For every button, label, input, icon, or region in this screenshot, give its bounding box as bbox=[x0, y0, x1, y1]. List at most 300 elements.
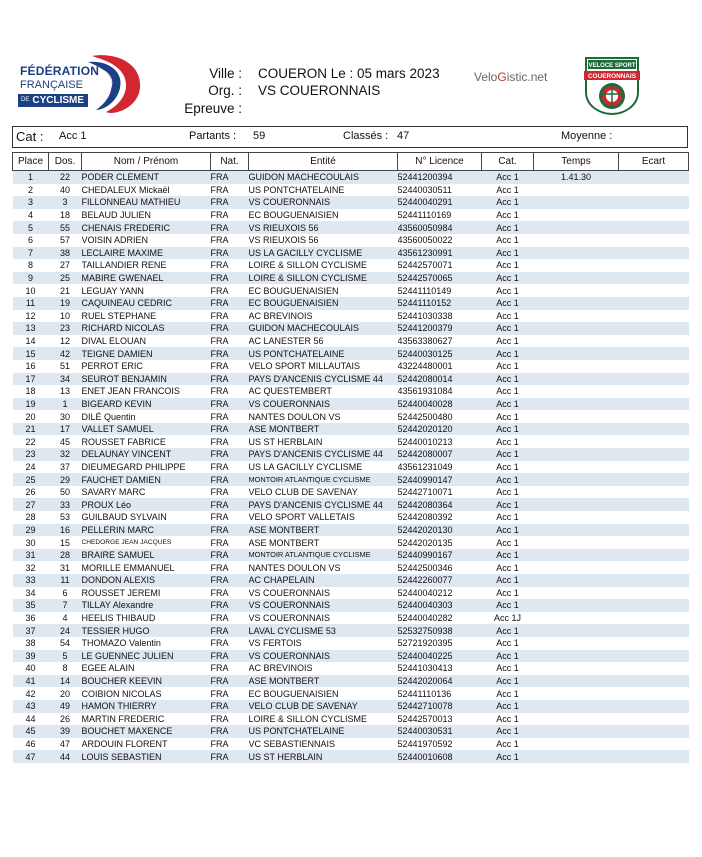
cell-licence: 52440990167 bbox=[398, 549, 482, 562]
cell-entite: US PONTCHATELAINE bbox=[249, 184, 398, 197]
cell-dossard: 37 bbox=[49, 461, 82, 474]
cell-licence: 52442020130 bbox=[398, 524, 482, 537]
cell-dossard: 33 bbox=[49, 498, 82, 511]
cell-licence: 52441030413 bbox=[398, 662, 482, 675]
cell-categorie: Acc 1 bbox=[482, 322, 534, 335]
cell-dossard: 20 bbox=[49, 687, 82, 700]
cell-dossard: 11 bbox=[49, 574, 82, 587]
table-row bbox=[13, 221, 689, 234]
cell-categorie: Acc 1 bbox=[482, 675, 534, 688]
cell-place: 42 bbox=[13, 687, 49, 700]
cell-nom-prenom: BRAIRE SAMUEL bbox=[82, 549, 211, 562]
cell-licence: 52440040212 bbox=[398, 587, 482, 600]
cell-licence: 52440010608 bbox=[398, 750, 482, 763]
cell-ecart bbox=[619, 713, 689, 726]
table-row bbox=[13, 725, 689, 738]
cell-categorie: Acc 1 bbox=[482, 284, 534, 297]
cell-nationalite: FRA bbox=[211, 536, 249, 549]
cell-nationalite: FRA bbox=[211, 284, 249, 297]
cell-place: 36 bbox=[13, 612, 49, 625]
cell-dossard: 16 bbox=[49, 524, 82, 537]
cell-ecart bbox=[619, 284, 689, 297]
cell-place: 21 bbox=[13, 423, 49, 436]
cell-entite: AC QUESTEMBERT bbox=[249, 385, 398, 398]
cell-licence: 52441200379 bbox=[398, 322, 482, 335]
cell-dossard: 53 bbox=[49, 511, 82, 524]
table-row bbox=[13, 347, 689, 360]
cell-nationalite: FRA bbox=[211, 234, 249, 247]
cell-place: 8 bbox=[13, 259, 49, 272]
cell-nom-prenom: PROUX Léo bbox=[82, 498, 211, 511]
table-row bbox=[13, 335, 689, 348]
cell-place: 33 bbox=[13, 574, 49, 587]
cell-ecart bbox=[619, 247, 689, 260]
cell-ecart bbox=[619, 524, 689, 537]
cell-nom-prenom: GUILBAUD SYLVAIN bbox=[82, 511, 211, 524]
cell-entite: ASE MONTBERT bbox=[249, 536, 398, 549]
cell-ecart bbox=[619, 184, 689, 197]
cell-place: 24 bbox=[13, 461, 49, 474]
cell-ecart bbox=[619, 209, 689, 222]
cell-temps bbox=[534, 561, 619, 574]
cell-nationalite: FRA bbox=[211, 713, 249, 726]
ffc-logo-line2: FRANÇAISE bbox=[20, 79, 83, 91]
cell-temps bbox=[534, 498, 619, 511]
partants-value: 59 bbox=[253, 130, 266, 142]
column-header-licence: N° Licence bbox=[398, 153, 482, 171]
cell-dossard: 24 bbox=[49, 624, 82, 637]
cell-dossard: 12 bbox=[49, 335, 82, 348]
table-row bbox=[13, 498, 689, 511]
cell-nationalite: FRA bbox=[211, 700, 249, 713]
cell-categorie: Acc 1 bbox=[482, 373, 534, 386]
cell-categorie: Acc 1 bbox=[482, 423, 534, 436]
cell-place: 28 bbox=[13, 511, 49, 524]
cell-entite: VELO CLUB DE SAVENAY bbox=[249, 700, 398, 713]
cell-licence: 52440040282 bbox=[398, 612, 482, 625]
club-logo-main-text: COUERONNAIS bbox=[588, 73, 636, 80]
cell-temps bbox=[534, 360, 619, 373]
cell-categorie: Acc 1 bbox=[482, 259, 534, 272]
cell-nom-prenom: CHEDORGE JEAN JACQUES bbox=[82, 536, 211, 549]
cell-categorie: Acc 1 bbox=[482, 561, 534, 574]
cell-ecart bbox=[619, 322, 689, 335]
table-row bbox=[13, 536, 689, 549]
cell-categorie: Acc 1 bbox=[482, 549, 534, 562]
cell-nationalite: FRA bbox=[211, 410, 249, 423]
cell-place: 12 bbox=[13, 310, 49, 323]
cell-licence: 52442020064 bbox=[398, 675, 482, 688]
cell-licence: 52442710071 bbox=[398, 486, 482, 499]
cell-licence: 52441110149 bbox=[398, 284, 482, 297]
cell-nom-prenom: DILÉ Quentin bbox=[82, 410, 211, 423]
ffc-logo-cyclisme: CYCLISME bbox=[32, 95, 85, 106]
cell-place: 25 bbox=[13, 473, 49, 486]
cell-entite: US LA GACILLY CYCLISME bbox=[249, 247, 398, 260]
classes-label: Classés : bbox=[343, 130, 389, 142]
cell-dossard: 32 bbox=[49, 448, 82, 461]
cell-temps bbox=[534, 385, 619, 398]
cell-nom-prenom: DIVAL ELOUAN bbox=[82, 335, 211, 348]
cell-licence: 52440030125 bbox=[398, 347, 482, 360]
cell-nom-prenom: FAUCHET DAMIEN bbox=[82, 473, 211, 486]
cell-nationalite: FRA bbox=[211, 498, 249, 511]
cell-nom-prenom: CAQUINEAU CEDRIC bbox=[82, 297, 211, 310]
cell-dossard: 55 bbox=[49, 221, 82, 234]
cell-entite: MONTOIR ATLANTIQUE CYCLISME bbox=[249, 473, 398, 486]
cell-ecart bbox=[619, 650, 689, 663]
cell-nom-prenom: EGEE ALAIN bbox=[82, 662, 211, 675]
cell-temps bbox=[534, 725, 619, 738]
cell-categorie: Acc 1 bbox=[482, 360, 534, 373]
cell-nom-prenom: COIBION NICOLAS bbox=[82, 687, 211, 700]
cell-nom-prenom: PODER CLEMENT bbox=[82, 171, 211, 184]
cell-ecart bbox=[619, 461, 689, 474]
cell-dossard: 5 bbox=[49, 650, 82, 663]
cell-categorie: Acc 1 bbox=[482, 524, 534, 537]
cell-entite: NANTES DOULON VS bbox=[249, 561, 398, 574]
cell-temps bbox=[534, 599, 619, 612]
cell-dossard: 57 bbox=[49, 234, 82, 247]
table-row bbox=[13, 687, 689, 700]
cell-licence: 52442570013 bbox=[398, 713, 482, 726]
cell-nationalite: FRA bbox=[211, 373, 249, 386]
cell-licence: 43560050022 bbox=[398, 234, 482, 247]
cell-entite: GUIDON MACHECOULAIS bbox=[249, 171, 398, 184]
cell-temps bbox=[534, 612, 619, 625]
cell-dossard: 6 bbox=[49, 587, 82, 600]
cell-dossard: 49 bbox=[49, 700, 82, 713]
table-row bbox=[13, 675, 689, 688]
cell-entite: VELO SPORT MILLAUTAIS bbox=[249, 360, 398, 373]
cell-place: 37 bbox=[13, 624, 49, 637]
cell-ecart bbox=[619, 511, 689, 524]
cell-categorie: Acc 1 bbox=[482, 448, 534, 461]
cell-nationalite: FRA bbox=[211, 524, 249, 537]
table-row bbox=[13, 171, 689, 184]
table-row bbox=[13, 511, 689, 524]
column-header-ecart: Ecart bbox=[619, 153, 689, 171]
cell-dossard: 42 bbox=[49, 347, 82, 360]
table-row bbox=[13, 423, 689, 436]
cell-dossard: 54 bbox=[49, 637, 82, 650]
cell-dossard: 30 bbox=[49, 410, 82, 423]
cell-nom-prenom: PELLERIN MARC bbox=[82, 524, 211, 537]
cell-temps bbox=[534, 574, 619, 587]
cell-ecart bbox=[619, 435, 689, 448]
cell-entite: AC CHAPELAIN bbox=[249, 574, 398, 587]
cell-nom-prenom: TILLAY Alexandre bbox=[82, 599, 211, 612]
partants-label: Partants : bbox=[189, 130, 237, 142]
cell-temps bbox=[534, 675, 619, 688]
cell-categorie: Acc 1 bbox=[482, 750, 534, 763]
cell-ecart bbox=[619, 725, 689, 738]
cell-temps bbox=[534, 587, 619, 600]
cell-dossard: 34 bbox=[49, 373, 82, 386]
cell-licence: 52441110136 bbox=[398, 687, 482, 700]
cell-categorie: Acc 1 bbox=[482, 272, 534, 285]
cell-licence: 52440040303 bbox=[398, 599, 482, 612]
cell-temps bbox=[534, 473, 619, 486]
cell-place: 9 bbox=[13, 272, 49, 285]
cell-categorie: Acc 1 bbox=[482, 385, 534, 398]
cell-temps bbox=[534, 713, 619, 726]
cell-place: 43 bbox=[13, 700, 49, 713]
cell-temps bbox=[534, 196, 619, 209]
cell-entite: VS COUERONNAIS bbox=[249, 599, 398, 612]
ffc-swoosh-icon bbox=[84, 52, 144, 118]
cell-place: 23 bbox=[13, 448, 49, 461]
cell-nom-prenom: ROUSSET JEREMI bbox=[82, 587, 211, 600]
cell-categorie: Acc 1 bbox=[482, 410, 534, 423]
cell-temps bbox=[534, 700, 619, 713]
cell-place: 18 bbox=[13, 385, 49, 398]
cell-temps bbox=[534, 335, 619, 348]
cell-dossard: 22 bbox=[49, 171, 82, 184]
cell-temps bbox=[534, 297, 619, 310]
cell-dossard: 8 bbox=[49, 662, 82, 675]
column-header-dossard: Dos. bbox=[49, 153, 82, 171]
cell-temps bbox=[534, 536, 619, 549]
cell-temps bbox=[534, 410, 619, 423]
cell-nom-prenom: PERROT ERIC bbox=[82, 360, 211, 373]
cell-entite: LOIRE & SILLON CYCLISME bbox=[249, 713, 398, 726]
cell-nom-prenom: SAVARY MARC bbox=[82, 486, 211, 499]
cell-licence: 52440030531 bbox=[398, 725, 482, 738]
table-row bbox=[13, 448, 689, 461]
cell-ecart bbox=[619, 561, 689, 574]
cell-dossard: 7 bbox=[49, 599, 82, 612]
cell-licence: 52442570065 bbox=[398, 272, 482, 285]
cell-licence: 52532750938 bbox=[398, 624, 482, 637]
cell-ecart bbox=[619, 310, 689, 323]
cell-licence: 43560050984 bbox=[398, 221, 482, 234]
cell-licence: 52721920395 bbox=[398, 637, 482, 650]
cell-dossard: 14 bbox=[49, 675, 82, 688]
cell-place: 13 bbox=[13, 322, 49, 335]
cell-licence: 43561931084 bbox=[398, 385, 482, 398]
cell-place: 38 bbox=[13, 637, 49, 650]
velogistic-brand-a: Velo bbox=[474, 70, 498, 84]
cell-nationalite: FRA bbox=[211, 184, 249, 197]
cell-nationalite: FRA bbox=[211, 675, 249, 688]
cell-nom-prenom: LEGUAY YANN bbox=[82, 284, 211, 297]
cell-temps bbox=[534, 637, 619, 650]
cell-nationalite: FRA bbox=[211, 738, 249, 751]
table-row bbox=[13, 612, 689, 625]
cell-categorie: Acc 1 bbox=[482, 297, 534, 310]
cell-temps bbox=[534, 511, 619, 524]
cell-temps bbox=[534, 549, 619, 562]
cell-nom-prenom: BOUCHET MAXENCE bbox=[82, 725, 211, 738]
cell-place: 26 bbox=[13, 486, 49, 499]
cell-temps bbox=[534, 209, 619, 222]
cell-licence: 52442710078 bbox=[398, 700, 482, 713]
cell-entite: VS COUERONNAIS bbox=[249, 398, 398, 411]
cell-nom-prenom: VALLET SAMUEL bbox=[82, 423, 211, 436]
cell-entite: VS COUERONNAIS bbox=[249, 196, 398, 209]
cell-nationalite: FRA bbox=[211, 624, 249, 637]
table-row bbox=[13, 637, 689, 650]
table-row bbox=[13, 435, 689, 448]
cell-nationalite: FRA bbox=[211, 171, 249, 184]
cell-temps bbox=[534, 461, 619, 474]
cell-nationalite: FRA bbox=[211, 637, 249, 650]
cell-categorie: Acc 1 bbox=[482, 574, 534, 587]
cell-dossard: 19 bbox=[49, 297, 82, 310]
column-header-nom-prenom: Nom / Prénom bbox=[82, 153, 211, 171]
cell-nom-prenom: HAMON THIERRY bbox=[82, 700, 211, 713]
cell-nationalite: FRA bbox=[211, 587, 249, 600]
cell-nom-prenom: RICHARD NICOLAS bbox=[82, 322, 211, 335]
cell-categorie: Acc 1 bbox=[482, 687, 534, 700]
cell-ecart bbox=[619, 700, 689, 713]
ffc-logo-prefix: DE bbox=[21, 97, 30, 104]
cell-entite: MONTOIR ATLANTIQUE CYCLISME bbox=[249, 549, 398, 562]
cell-nom-prenom: VOISIN ADRIEN bbox=[82, 234, 211, 247]
cell-licence: 52442080392 bbox=[398, 511, 482, 524]
cell-nationalite: FRA bbox=[211, 561, 249, 574]
table-row bbox=[13, 599, 689, 612]
cell-nom-prenom: ARDOUIN FLORENT bbox=[82, 738, 211, 751]
cell-place: 39 bbox=[13, 650, 49, 663]
cell-dossard: 31 bbox=[49, 561, 82, 574]
cell-nationalite: FRA bbox=[211, 310, 249, 323]
ffc-logo-line1: FÉDÉRATION bbox=[20, 64, 100, 78]
cell-nationalite: FRA bbox=[211, 398, 249, 411]
cell-nom-prenom: DELAUNAY VINCENT bbox=[82, 448, 211, 461]
cell-temps bbox=[534, 347, 619, 360]
cell-dossard: 38 bbox=[49, 247, 82, 260]
cell-ecart bbox=[619, 675, 689, 688]
cell-nom-prenom: LECLAIRE MAXIME bbox=[82, 247, 211, 260]
cell-place: 22 bbox=[13, 435, 49, 448]
velogistic-brand bbox=[474, 70, 547, 84]
cell-ecart bbox=[619, 662, 689, 675]
cell-licence: 52440040225 bbox=[398, 650, 482, 663]
cell-licence: 52440990147 bbox=[398, 473, 482, 486]
cell-nationalite: FRA bbox=[211, 725, 249, 738]
table-row bbox=[13, 247, 689, 260]
cell-licence: 43561230991 bbox=[398, 247, 482, 260]
cell-categorie: Acc 1 bbox=[482, 398, 534, 411]
cell-nationalite: FRA bbox=[211, 435, 249, 448]
cell-temps bbox=[534, 624, 619, 637]
cell-entite: LOIRE & SILLON CYCLISME bbox=[249, 259, 398, 272]
cell-entite: AC BREVINOIS bbox=[249, 662, 398, 675]
cell-ecart bbox=[619, 498, 689, 511]
table-row bbox=[13, 234, 689, 247]
cell-entite: NANTES DOULON VS bbox=[249, 410, 398, 423]
cell-licence: 52440040291 bbox=[398, 196, 482, 209]
org-label: Org. : bbox=[208, 83, 242, 98]
cell-categorie: Acc 1 bbox=[482, 498, 534, 511]
cell-categorie: Acc 1 bbox=[482, 435, 534, 448]
cell-dossard: 50 bbox=[49, 486, 82, 499]
cell-categorie: Acc 1 bbox=[482, 461, 534, 474]
cell-dossard: 23 bbox=[49, 322, 82, 335]
table-row bbox=[13, 284, 689, 297]
cell-place: 29 bbox=[13, 524, 49, 537]
cell-nationalite: FRA bbox=[211, 549, 249, 562]
cell-nationalite: FRA bbox=[211, 448, 249, 461]
cell-temps bbox=[534, 221, 619, 234]
cell-nationalite: FRA bbox=[211, 486, 249, 499]
cell-dossard: 13 bbox=[49, 385, 82, 398]
cell-nationalite: FRA bbox=[211, 221, 249, 234]
column-header-categorie: Cat. bbox=[482, 153, 534, 171]
cell-categorie: Acc 1 bbox=[482, 335, 534, 348]
cell-dossard: 15 bbox=[49, 536, 82, 549]
cell-nom-prenom: CHEDALEUX Mickaël bbox=[82, 184, 211, 197]
cell-ecart bbox=[619, 473, 689, 486]
cell-licence: 52440040028 bbox=[398, 398, 482, 411]
cell-categorie: Acc 1 bbox=[482, 473, 534, 486]
column-header-entite: Entité bbox=[249, 153, 398, 171]
cell-entite: GUIDON MACHECOULAIS bbox=[249, 322, 398, 335]
cell-entite: EC BOUGUENAISIEN bbox=[249, 284, 398, 297]
cell-licence: 43561231049 bbox=[398, 461, 482, 474]
cell-dossard: 45 bbox=[49, 435, 82, 448]
cell-nom-prenom: MORILLE EMMANUEL bbox=[82, 561, 211, 574]
cell-nom-prenom: ENET JEAN FRANCOIS bbox=[82, 385, 211, 398]
table-row bbox=[13, 184, 689, 197]
cell-nationalite: FRA bbox=[211, 662, 249, 675]
cell-nom-prenom: HEELIS THIBAUD bbox=[82, 612, 211, 625]
cell-ecart bbox=[619, 360, 689, 373]
cell-nom-prenom: BIGEARD KEVIN bbox=[82, 398, 211, 411]
cell-place: 1 bbox=[13, 171, 49, 184]
cell-categorie: Acc 1 bbox=[482, 486, 534, 499]
cell-dossard: 21 bbox=[49, 284, 82, 297]
table-row bbox=[13, 373, 689, 386]
cell-licence: 52442260077 bbox=[398, 574, 482, 587]
cell-dossard: 47 bbox=[49, 738, 82, 751]
cell-entite: VS COUERONNAIS bbox=[249, 587, 398, 600]
cell-entite: ASE MONTBERT bbox=[249, 423, 398, 436]
cell-temps bbox=[534, 486, 619, 499]
cell-licence: 52442080014 bbox=[398, 373, 482, 386]
cell-categorie: Acc 1 bbox=[482, 650, 534, 663]
cell-ecart bbox=[619, 171, 689, 184]
cell-ecart bbox=[619, 335, 689, 348]
cell-nationalite: FRA bbox=[211, 196, 249, 209]
cell-temps bbox=[534, 423, 619, 436]
column-header-temps: Temps bbox=[534, 153, 619, 171]
cell-entite: AC BREVINOIS bbox=[249, 310, 398, 323]
cell-place: 3 bbox=[13, 196, 49, 209]
cell-nom-prenom: RUEL STEPHANE bbox=[82, 310, 211, 323]
cell-temps bbox=[534, 247, 619, 260]
cell-licence: 52441970592 bbox=[398, 738, 482, 751]
table-row bbox=[13, 473, 689, 486]
cell-ecart bbox=[619, 297, 689, 310]
cell-dossard: 3 bbox=[49, 196, 82, 209]
cell-nationalite: FRA bbox=[211, 650, 249, 663]
ffc-logo bbox=[14, 52, 140, 116]
cell-ecart bbox=[619, 272, 689, 285]
cell-temps bbox=[534, 650, 619, 663]
cell-nom-prenom: SEUROT BENJAMIN bbox=[82, 373, 211, 386]
cell-entite: US ST HERBLAIN bbox=[249, 750, 398, 763]
table-row bbox=[13, 700, 689, 713]
cell-categorie: Acc 1 bbox=[482, 662, 534, 675]
cell-entite: LAVAL CYCLISME 53 bbox=[249, 624, 398, 637]
cell-ecart bbox=[619, 750, 689, 763]
cell-temps bbox=[534, 373, 619, 386]
cell-licence: 52442500346 bbox=[398, 561, 482, 574]
cell-dossard: 26 bbox=[49, 713, 82, 726]
